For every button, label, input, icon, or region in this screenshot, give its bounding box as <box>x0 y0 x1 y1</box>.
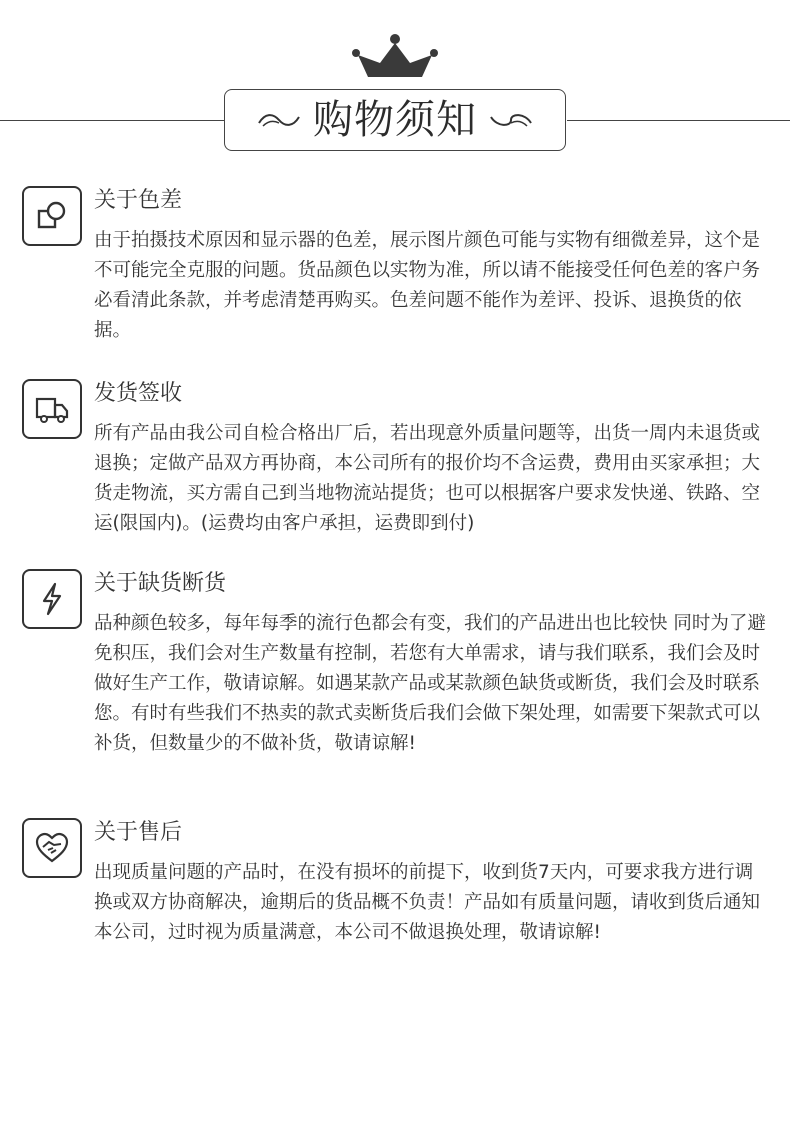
title-banner <box>224 89 566 151</box>
color-shapes-icon <box>34 198 70 234</box>
icon-frame <box>22 379 82 439</box>
icon-frame <box>22 818 82 878</box>
section-title: 关于色差 <box>94 188 183 213</box>
section-body: 出现质量问题的产品时，在没有损坏的前提下，收到货7天内，可要求我方进行调换或双方协商解决，逾期后的货品概不负责！产品如有质量问题，请收到货后通知本公司，过时视为质量满意，本公司不做退换处理，敬请谅解! <box>94 862 761 943</box>
lightning-icon <box>34 581 70 617</box>
section-title: 关于售后 <box>94 820 183 845</box>
section-title: 关于缺货断货 <box>94 571 227 596</box>
delivery-truck-icon <box>34 391 70 427</box>
heart-handshake-icon <box>34 830 70 866</box>
header-rule-right <box>567 120 790 121</box>
header-rule-left <box>0 120 225 121</box>
section-body: 品种颜色较多，每年每季的流行色都会有变，我们的产品进出也比较快 同时为了避免积压，我们会对生产数量有控制，若您有大单需求，请与我们联系，我们会及时做好生产工作，敬请谅解。如遇某款产品或某款颜色缺货或断货，我们会及时联系您。有时有些我们不热卖的款式卖断货后我们会做下架处理，如需要下架款式可以补货，但数量少的不做补货，敬请谅解! <box>94 613 766 754</box>
swirl-ornament-icon <box>489 111 533 129</box>
crown-icon <box>350 33 440 79</box>
section-body: 由于拍摄技术原因和显示器的色差，展示图片颜色可能与实物有细微差异，这个是不可能完全克服的问题。货品颜色以实物为准，所以请不能接受任何色差的客户务必看清此条款，并考虑清楚再购买。色差问题不能作为差评、投诉、退换货的依据。 <box>94 230 761 341</box>
page-title: 购物须知 <box>313 97 477 143</box>
section-title: 发货签收 <box>94 381 183 406</box>
icon-frame <box>22 569 82 629</box>
swirl-ornament-icon <box>257 111 301 129</box>
icon-frame <box>22 186 82 246</box>
section-body: 所有产品由我公司自检合格出厂后，若出现意外质量问题等，出货一周内未退货或退换；定做产品双方再协商，本公司所有的报价均不含运费，费用由买家承担；大货走物流，买方需自己到当地物流站提货；也可以根据客户要求发快递、铁路、空运(限国内)。(运费均由客户承担，运费即到付) <box>94 423 761 534</box>
